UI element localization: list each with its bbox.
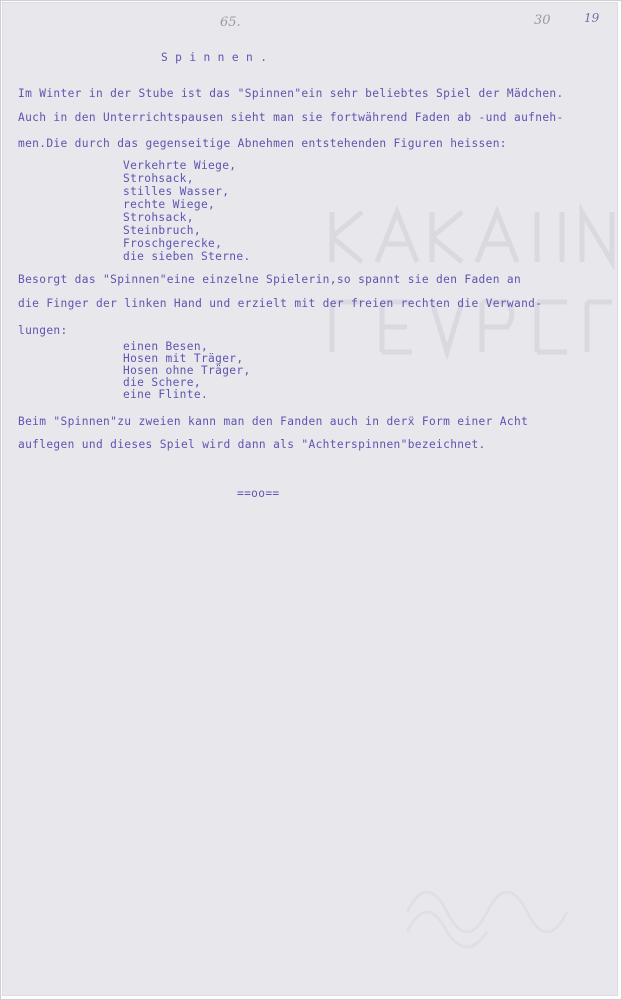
pencil-number-30: 30: [534, 13, 551, 28]
paragraph-2-line-3: lungen:: [18, 324, 68, 337]
end-mark: ==oo==: [237, 487, 280, 500]
transformation-list-item: Hosen mit Träger,: [123, 352, 244, 365]
transformation-list-item: einen Besen,: [123, 340, 209, 353]
paragraph-2-line-1: Besorgt das "Spinnen"eine einzelne Spielerin,so spannt sie den Faden an: [18, 273, 522, 286]
document-title: S p i n n e n .: [161, 51, 268, 64]
ink-number-19: 19: [584, 11, 600, 25]
typed-page: [2, 2, 618, 996]
paragraph-1-line-3: men.Die durch das gegenseitige Abnehmen entstehenden Figuren heissen:: [18, 137, 507, 150]
paragraph-3-line-2: auflegen und dieses Spiel wird dann als "Achterspinnen"bezeichnet.: [18, 438, 486, 451]
figure-list-item: Steinbruch,: [123, 224, 201, 237]
figure-list-item: rechte Wiege,: [123, 198, 216, 211]
figure-list-item: die sieben Sterne.: [123, 250, 251, 263]
transformation-list-item: eine Flinte.: [123, 388, 209, 401]
paragraph-2-line-2: die Finger der linken Hand und erzielt mit der freien rechten die Verwand-: [18, 297, 543, 310]
figure-list-item: Strohsack,: [123, 172, 194, 185]
transformation-list-item: die Schere,: [123, 376, 201, 389]
figure-list-item: stilles Wasser,: [123, 185, 230, 198]
figure-list-item: Strohsack,: [123, 211, 194, 224]
paragraph-3-line-1: Beim "Spinnen"zu zweien kann man den Fanden auch in derẍ Form einer Acht: [18, 415, 529, 428]
paragraph-1-line-2: Auch in den Unterrichtspausen sieht man sie fortwährend Faden ab -und aufneh-: [18, 111, 564, 124]
paragraph-1-line-1: Im Winter in der Stube ist das "Spinnen"ein sehr beliebtes Spiel der Mädchen.: [18, 87, 564, 100]
figure-list-item: Verkehrte Wiege,: [123, 159, 237, 172]
figure-list-item: Froschgerecke,: [123, 237, 223, 250]
transformation-list-item: Hosen ohne Träger,: [123, 364, 251, 377]
pencil-page-number: 65.: [220, 15, 241, 30]
bleed-through-mark: [397, 862, 577, 962]
